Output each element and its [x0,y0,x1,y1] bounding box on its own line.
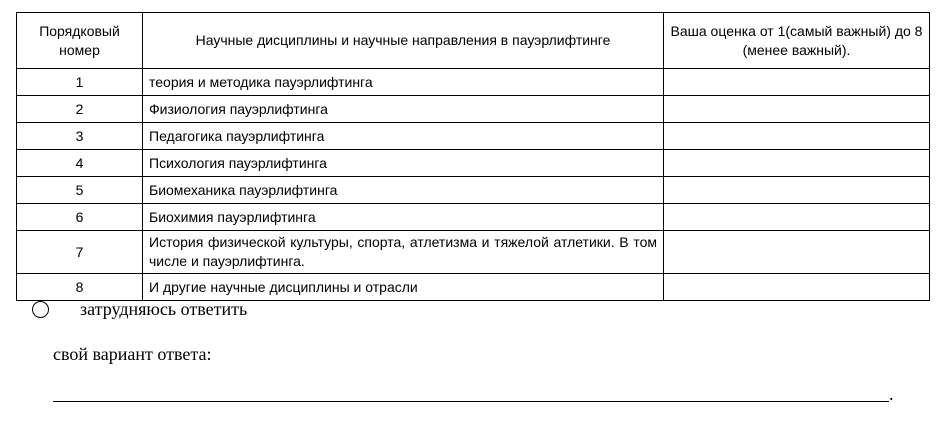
row-discipline: Биомеханика пауэрлифтинга [143,177,664,204]
rating-input-cell[interactable] [664,69,930,96]
row-number: 6 [17,204,143,231]
table-row [17,123,930,150]
radio-circle-icon[interactable] [32,301,49,318]
rating-input-cell[interactable] [664,274,930,301]
header-discipline: Научные дисциплины и научные направления в пауэрлифтинге [143,13,664,69]
table-row [17,274,930,301]
row-discipline: И другие научные дисциплины и отрасли [143,274,664,301]
table-row [17,150,930,177]
rating-input-cell[interactable] [664,231,930,274]
own-answer-input-line[interactable] [53,401,889,402]
row-discipline: История физической культуры, спорта, атлетизма и тяжелой атлетики. В том числе и пауэрлифтинга. [143,231,664,274]
row-number: 8 [17,274,143,301]
rating-input-cell[interactable] [664,150,930,177]
table-row [17,231,930,274]
rating-input-cell[interactable] [664,204,930,231]
rating-input-cell[interactable] [664,123,930,150]
row-number: 2 [17,96,143,123]
answer-line-end: . [889,384,894,404]
row-number: 5 [17,177,143,204]
row-discipline: Психология пауэрлифтинга [143,150,664,177]
hard-to-answer-option[interactable] [32,299,248,319]
row-number: 3 [17,123,143,150]
table-row [17,177,930,204]
table-row [17,204,930,231]
table-row [17,96,930,123]
row-discipline: Физиология пауэрлифтинга [143,96,664,123]
row-discipline: Биохимия пауэрлифтинга [143,204,664,231]
row-discipline: Педагогика пауэрлифтинга [143,123,664,150]
row-number: 4 [17,150,143,177]
row-number: 7 [17,231,143,274]
rating-input-cell[interactable] [664,177,930,204]
table-row [17,69,930,96]
hard-to-answer-label: затрудняюсь ответить [80,299,248,319]
header-rating: Ваша оценка от 1(самый важный) до 8 (менее важный). [664,13,930,69]
disciplines-rating-table [16,12,930,301]
rating-input-cell[interactable] [664,96,930,123]
row-discipline: теория и методика пауэрлифтинга [143,69,664,96]
row-number: 1 [17,69,143,96]
own-answer-label: свой вариант ответа: [53,344,212,364]
header-number: Порядковый номер [17,13,143,69]
